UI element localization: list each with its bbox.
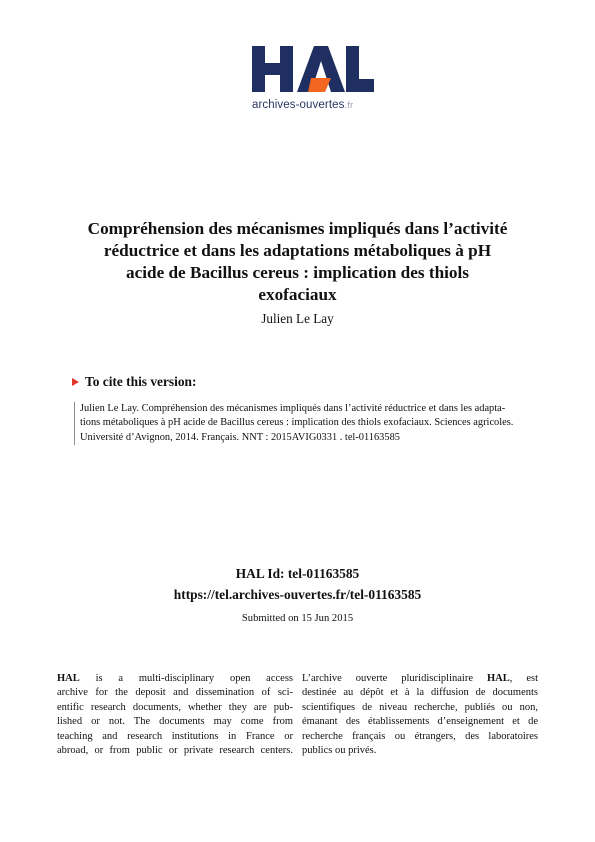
notice-line: émanant des établissements d’enseignement et de xyxy=(302,716,538,728)
hal-logo-subtitle xyxy=(252,99,353,111)
notice-line: abroad, or from public or private research centers. xyxy=(57,745,293,757)
notice-line: scientifiques de niveau recherche, publiés ou non, xyxy=(302,701,538,713)
notice-line: publics ou privés. xyxy=(302,745,377,757)
logo-subtitle-main: archives-ouvertes xyxy=(252,99,345,111)
author-name: Julien Le Lay xyxy=(261,311,334,326)
notice-text: is a multi-disciplinary open access xyxy=(79,673,293,684)
title-line: exofaciaux xyxy=(258,285,337,304)
french-notice xyxy=(302,672,538,758)
english-notice xyxy=(57,672,293,758)
notice-line xyxy=(302,672,538,686)
hal-id: HAL Id: tel-01163585 xyxy=(235,566,360,581)
title-line: Compréhension des mécanismes impliqués dans l’activité xyxy=(87,219,508,238)
citation-block xyxy=(74,402,560,445)
notice-line: entific research documents, whether they are pub- xyxy=(57,701,293,713)
cite-heading-text: To cite this version: xyxy=(85,374,197,389)
cite-heading xyxy=(72,374,196,390)
hal-logo xyxy=(250,44,380,116)
title-line: acide de Bacillus cereus : implication des thiols xyxy=(126,263,469,282)
notice-text: , est xyxy=(509,673,538,684)
citation-line: Julien Le Lay. Compréhension des mécanismes impliqués dans l’activité réductrice et dans les adapta- xyxy=(80,403,506,414)
notice-line: archive for the deposit and dissemination of sci- xyxy=(57,687,293,699)
notice-line: destinée au dépôt et à la diffusion de documents xyxy=(302,687,538,699)
hal-logo-mark xyxy=(250,44,376,96)
notice-hal-bold: HAL xyxy=(486,673,510,684)
notice-line xyxy=(57,672,293,686)
notice-text: L’archive ouverte pluridisciplinaire xyxy=(302,673,487,684)
notice-line: lished or not. The documents may come from xyxy=(57,716,293,728)
notice-line: recherche français ou étrangers, des laboratoires xyxy=(302,730,538,742)
citation-line: Université d’Avignon, 2014. Français. NNT : 2015AVIG0331 . tel-01163585 xyxy=(80,431,400,443)
hal-url-link[interactable]: https://tel.archives-ouvertes.fr/tel-01163585 xyxy=(173,587,422,602)
logo-subtitle-tld: .fr xyxy=(344,100,354,111)
title-line: réductrice et dans les adaptations métaboliques à pH xyxy=(103,241,492,260)
notice-line: teaching and research institutions in France or xyxy=(57,730,293,742)
citation-line: tions métaboliques à pH acide de Bacillus cereus : implication des thiols exofaciaux. Sciences agricoles. xyxy=(80,417,514,429)
triangle-bullet-icon xyxy=(72,378,79,386)
notice-hal-bold: HAL xyxy=(57,673,80,684)
submission-date: Submitted on 15 Jun 2015 xyxy=(241,613,354,624)
document-title xyxy=(60,218,535,306)
